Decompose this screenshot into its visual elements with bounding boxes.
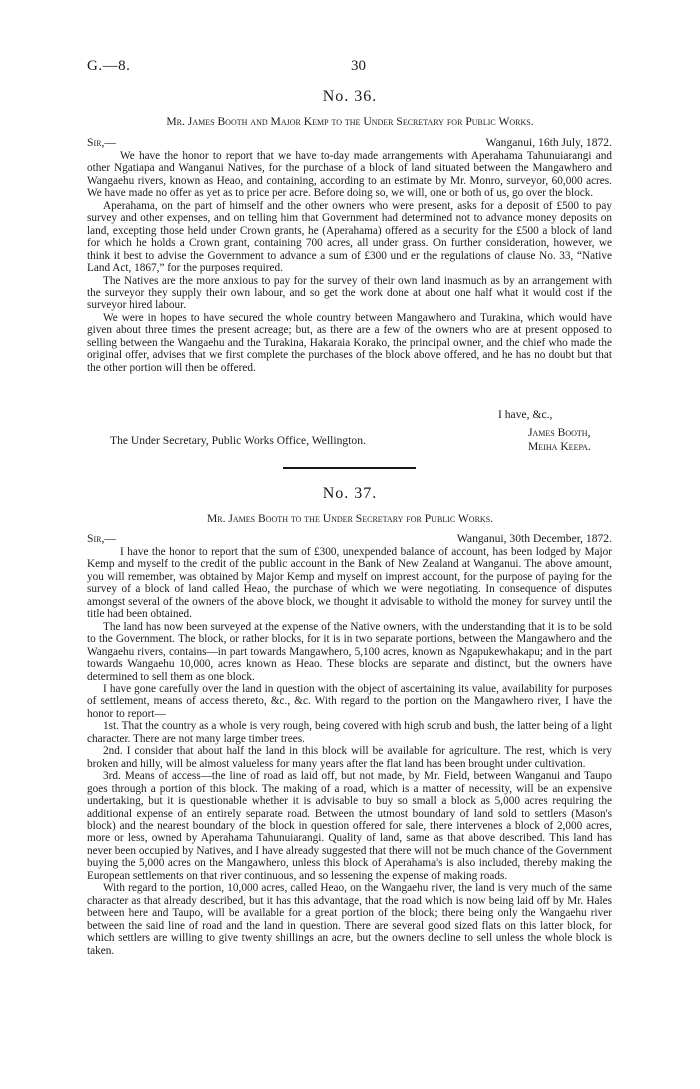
letter-37-paragraph: I have gone carefully over the land in question with the object of ascertaining its value, availability for purposes of settlement, means of access thereto, &c., &c. With regard to the portion on the Mangawhero river, I have the honor to report— — [87, 682, 612, 720]
letter-36-place-date: Wanganui, 16th July, 1872. — [485, 136, 612, 149]
letter-36-addressee: The Under Secretary, Public Works Office, Wellington. — [110, 434, 366, 447]
letter-36-body — [87, 150, 612, 374]
letter-36-paragraph: We were in hopes to have secured the whole country between Mangawhero and Turakina, which would have given about three times the present acreage; but, as there are a few of the owners who are at present opposed to selling between the Wangaehu and the Turakina, Hakaraia Korako, the principal owner, and the chief who made the original offer, advises that we first complete the purchases of the block above offered, and he has no doubt but that the other portion will then be offered. — [87, 311, 612, 374]
section-divider — [283, 467, 416, 469]
letter-36-salutation-row — [87, 136, 612, 151]
letter-36-paragraph: The Natives are the more anxious to pay for the survey of their own land inasmuch as by an arrangement with the surveyor they supply their own labour, and so get the work done at about one half what it would cost if the surveyor hired labour. — [87, 274, 612, 312]
letter-37-heading: Mr. James Booth to the Under Secretary for Public Works. — [206, 512, 494, 525]
letter-37-paragraph: The land has now been surveyed at the expense of the Native owners, with the understanding that it is to be sold to the Government. The block, or rather blocks, for it is in two separate portions, between the Mangawhero and the Wangaehu rivers, contains—in part towards Mangawhero, 5,100 acres, known as Ngapukewhakapu; and in the part towards Wangaehu 10,000, acres known as Heao. These blocks are separate and distinct, but the owners have determined to sell them as one block. — [87, 620, 612, 683]
letter-37-paragraph: 3rd. Means of access—the line of road as laid off, but not made, by Mr. Field, between Wanganui and Taupo goes through a portion of this block. The making of a road, which is a matter of necessity, will be an expensive undertaking, but it is questionable whether it is advisable to buy so small a block as 5,000 acres requiring the additional expense of an entirely separate road. Between the utmost boundary of land sold to settlers (Mason's block) and the nearest boundary of the block in question offered for sale, there intervenes a block of 2,000 acres, more or less, owned by Aperahama Tahunuiarangi. Quality of land, same as that above described. This land has never been occupied by Natives, and I have already suggested that there will not be much chance of the Government buying the 5,000 acres on the Mangawhero, unless this block of Aperahama's is also included, thereby making the European settlements on that river continuous, and so lessening the expense of making roads. — [87, 770, 612, 882]
letter-36-paragraph: Aperahama, on the part of himself and the other owners who were present, asks for a deposit of £500 to pay survey and other expenses, and on telling him that Government had determined not to advance money deposits on land, excepting those held under Crown grants, he (Aperahama) offered as a security for the £500 a block of land for which he holds a Crown grant, containing 700 acres, all under grass. On further consideration, however, we think it best to advise the Government to advance a sum of £300 und er the regulations of clause No. 33, “Native Land Act, 1867,” for the purposes required. — [87, 199, 612, 275]
letter-37-number: No. 37. — [322, 485, 378, 502]
page-number: 30 — [351, 58, 366, 74]
letter-36-number: No. 36. — [322, 88, 378, 105]
document-reference: G.—8. — [87, 58, 131, 74]
letter-37-salutation: Sir,— — [87, 532, 116, 545]
letter-37-salutation-row — [87, 532, 612, 547]
letter-36-paragraph: We have the honor to report that we have to-day made arrangements with Aperahama Tahunuiarangi and other Ngatiapa and Wanganui Natives, for the purchase of a block of land situated between the Mangawhero and Wangaehu rivers, known as Heao, and containing, according to an estimate by Mr. Monro, surveyor, 60,000 acres. We have made no offer as yet as to price per acre. Before doing so, we will, one or both of us, go over the block. — [87, 150, 612, 200]
letter-37-paragraph: With regard to the portion, 10,000 acres, called Heao, on the Wangaehu river, the land is very much of the same character as that already described, but it has this advantage, that the road which is now being laid off by Mr. Hales between here and Taupo, will be available for a great portion of the block; there being only the Wangaehu river between the said line of road and the land in question. There are several good sized flats on this latter block, for which settlers are willing to give twenty shillings an acre, but the owners decline to sell unless the whole block is taken. — [87, 882, 612, 957]
letter-37-paragraph: I have the honor to report that the sum of £300, unexpended balance of account, has been lodged by Major Kemp and myself to the credit of the public account in the Bank of New Zealand at Wanganui. The above amount, you will remember, was obtained by Major Kemp and myself on imprest account, for the purpose of paying for the survey of a block of land called Heao, the purchase of which we were negotiating. In consequence of disputes amongst several of the owners of the above block, we thought it advisable to withold the money for survey until the title had been obtained. — [87, 546, 612, 621]
letter-37-place-date: Wanganui, 30th December, 1872. — [456, 532, 612, 545]
letter-37-paragraph: 1st. That the country as a whole is very rough, being covered with high scrub and bush, the latter being of a light character. There are not many large timber trees. — [87, 720, 612, 745]
page-header — [87, 58, 612, 78]
letter-37-body — [87, 546, 612, 957]
letter-36-signatory: Meiha Keepa. — [528, 440, 591, 453]
letter-36-closing: I have, &c., — [498, 408, 553, 421]
letter-36-signatory: James Booth, — [528, 426, 591, 439]
letter-36-heading: Mr. James Booth and Major Kemp to the Under Secretary for Public Works. — [166, 115, 534, 128]
letter-37-paragraph: 2nd. I consider that about half the land in this block will be available for agriculture. The rest, which is very broken and hilly, will be almost valueless for many years after the flat land has been brought under cultivation. — [87, 745, 612, 770]
letter-36-salutation: Sir,— — [87, 136, 116, 149]
